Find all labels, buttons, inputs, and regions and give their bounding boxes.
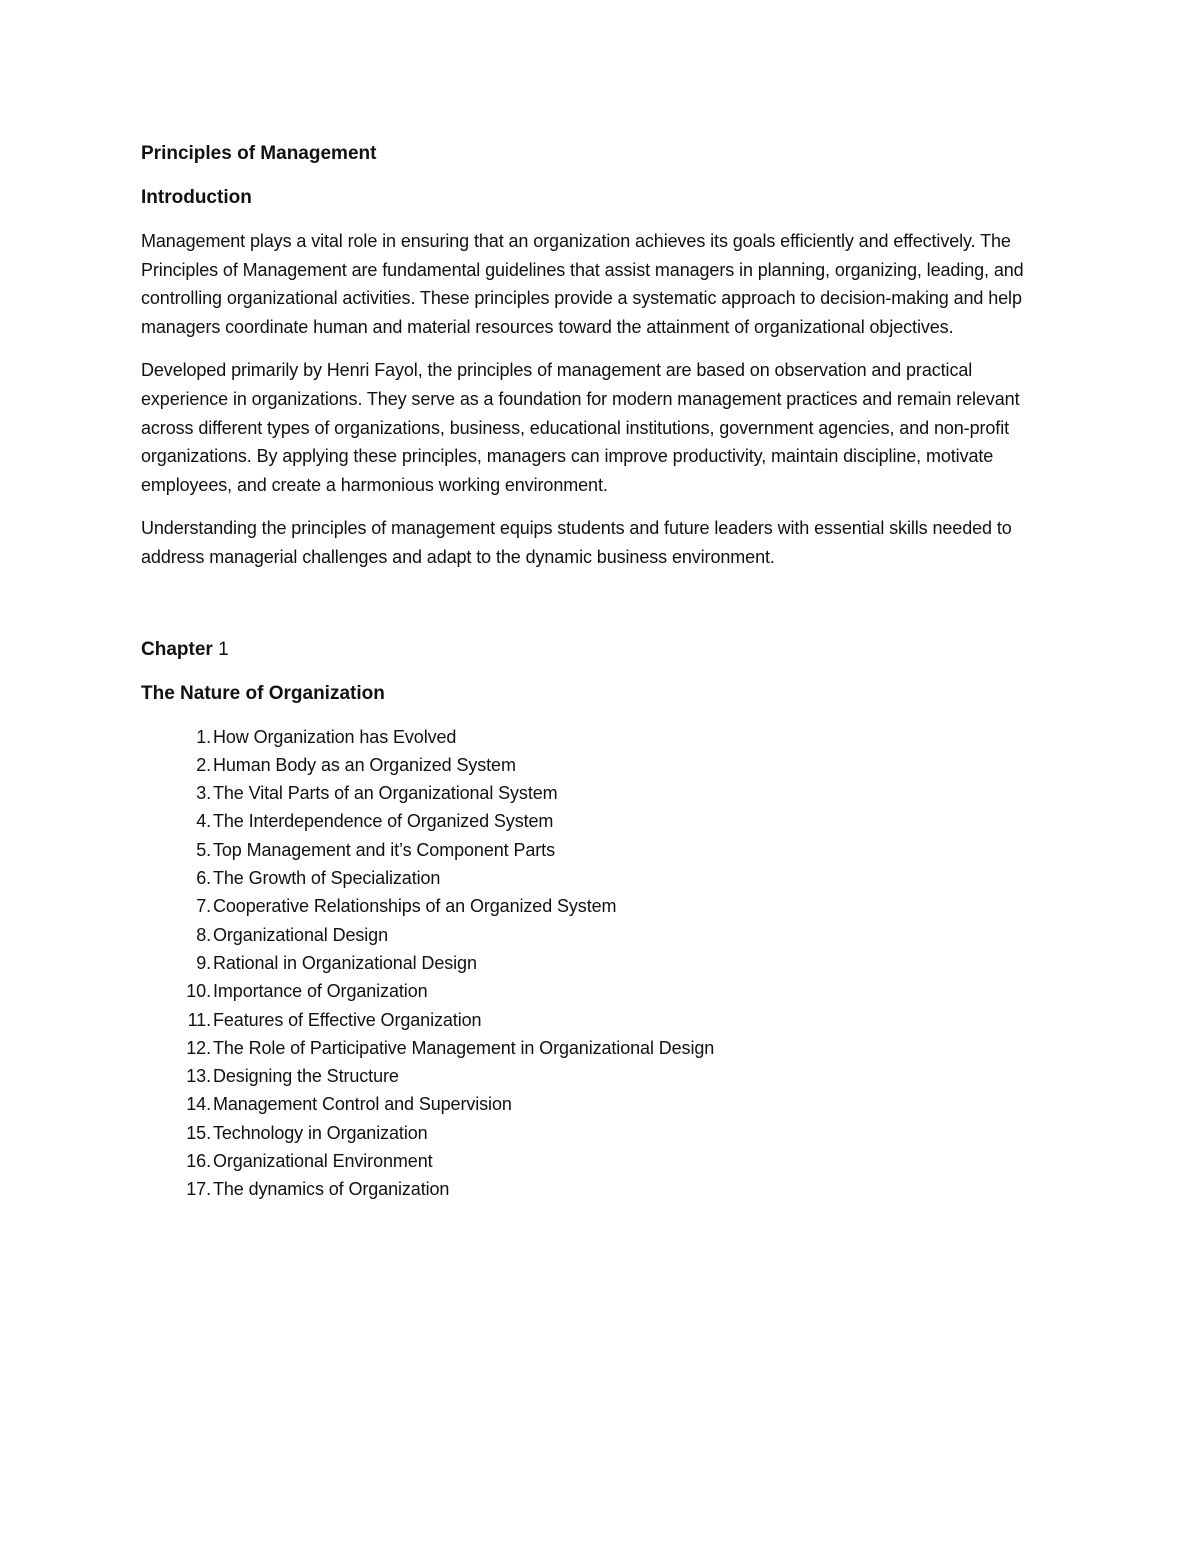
list-item-number: 11. <box>187 1009 211 1030</box>
chapter-label-word: Chapter <box>141 638 213 660</box>
list-item-number: 3. <box>196 783 211 804</box>
list-item-text: The dynamics of Organization <box>213 1179 450 1200</box>
list-item <box>141 949 1061 977</box>
introduction-paragraph-1: Management plays a vital role in ensuring that an organization achieves its goals efficiently and effectively. The Principles of Management are fundamental guidelines that assist managers in planning, organizing, leading, and controlling organizational activities. These principles provide a systematic approach to decision-making and help managers coordinate human and material resources toward the attainment of organizational objectives. <box>141 231 1024 337</box>
list-item <box>141 1175 1061 1203</box>
list-item-number: 8. <box>196 924 211 945</box>
list-item-text: The Role of Participative Management in Organizational Design <box>213 1037 715 1058</box>
introduction-heading: Introduction <box>141 187 252 208</box>
list-item-text: Organizational Design <box>213 924 388 945</box>
list-item-text: Organizational Environment <box>213 1150 433 1171</box>
list-item-text: The Vital Parts of an Organizational System <box>213 783 558 804</box>
list-item-text: Features of Effective Organization <box>213 1009 482 1030</box>
list-item <box>141 807 1061 835</box>
list-item <box>141 1034 1061 1062</box>
list-item-number: 10. <box>186 981 211 1002</box>
list-item-number: 9. <box>196 952 211 973</box>
list-item-number: 2. <box>196 754 211 775</box>
chapter-label-number: 1 <box>218 638 229 660</box>
list-item-number: 16. <box>186 1150 211 1171</box>
list-item-number: 4. <box>196 811 211 832</box>
list-item-number: 13. <box>186 1066 211 1087</box>
list-item-number: 14. <box>186 1094 211 1115</box>
list-item-number: 5. <box>196 839 211 860</box>
list-item-text: Designing the Structure <box>213 1066 399 1087</box>
list-item-number: 15. <box>186 1122 211 1143</box>
list-item-text: Importance of Organization <box>213 981 428 1002</box>
list-item <box>141 892 1061 920</box>
document-body <box>141 140 1061 1204</box>
list-item <box>141 977 1061 1005</box>
list-item-number: 17. <box>186 1179 211 1200</box>
list-item <box>141 1090 1061 1118</box>
chapter-title: The Nature of Organization <box>141 682 385 704</box>
list-item-text: Cooperative Relationships of an Organized System <box>213 896 617 917</box>
introduction-paragraph-2: Developed primarily by Henri Fayol, the principles of management are based on observation and practical experience in organizations. They serve as a foundation for modern management practices and remain relevant across different types of organizations, business, educational institutions, government agencies, and non-profit organizations. By applying these principles, managers can improve productivity, maintain discipline, motivate employees, and create a harmonious working environment. <box>141 360 1020 495</box>
introduction-paragraph-3: Understanding the principles of management equips students and future leaders with essential skills needed to address managerial challenges and adapt to the dynamic business environment. <box>141 518 1012 567</box>
list-item <box>141 1119 1061 1147</box>
list-item-number: 1. <box>196 726 211 747</box>
list-item <box>141 921 1061 949</box>
list-item <box>141 723 1061 751</box>
list-item <box>141 836 1061 864</box>
list-item <box>141 1147 1061 1175</box>
list-item-number: 12. <box>186 1037 211 1058</box>
list-item <box>141 1006 1061 1034</box>
list-item-text: Top Management and it’s Component Parts <box>213 839 555 860</box>
list-item <box>141 779 1061 807</box>
list-item-number: 6. <box>196 868 211 889</box>
list-item <box>141 1062 1061 1090</box>
list-item-text: The Growth of Specialization <box>213 868 441 889</box>
list-item-text: The Interdependence of Organized System <box>213 811 554 832</box>
list-item-text: How Organization has Evolved <box>213 726 457 747</box>
chapter-topic-list <box>141 723 1061 1204</box>
list-item-text: Management Control and Supervision <box>213 1094 512 1115</box>
list-item-text: Rational in Organizational Design <box>213 952 477 973</box>
document-title: Principles of Management <box>141 143 377 164</box>
list-item <box>141 751 1061 779</box>
chapter-label <box>141 636 1061 664</box>
list-item-text: Human Body as an Organized System <box>213 754 516 775</box>
list-item-text: Technology in Organization <box>213 1122 428 1143</box>
list-item <box>141 864 1061 892</box>
list-item-number: 7. <box>196 896 211 917</box>
